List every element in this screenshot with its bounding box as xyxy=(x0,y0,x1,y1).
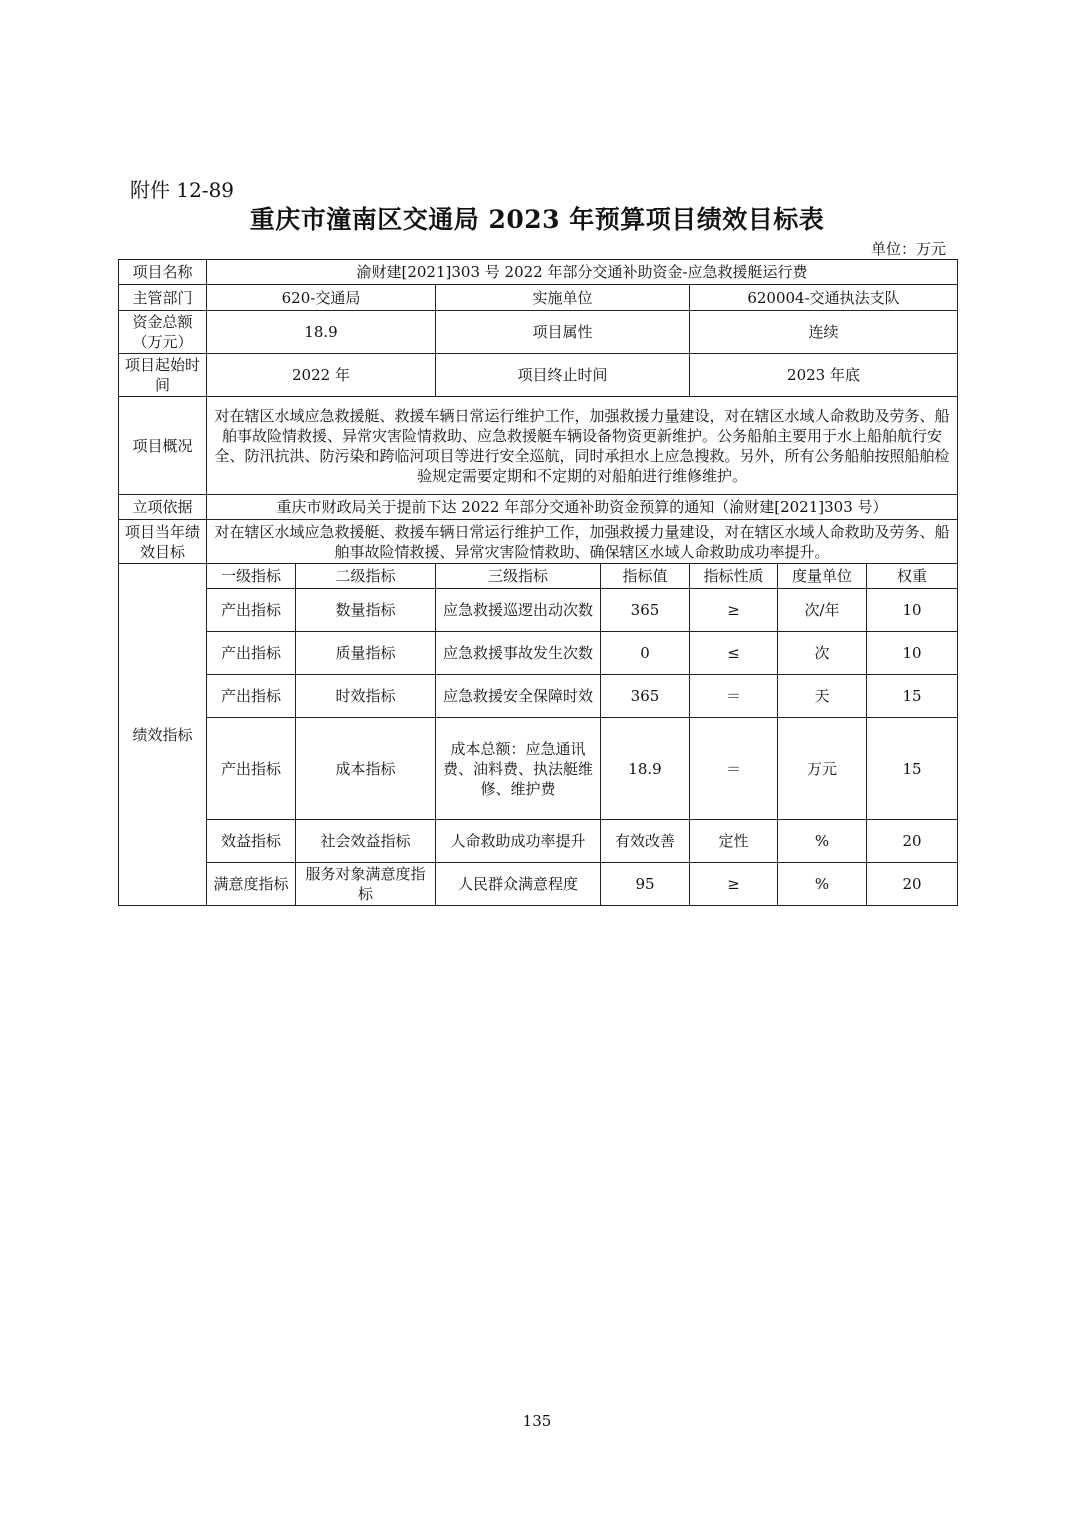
row-project-name xyxy=(119,260,958,285)
attachment-number: 附件 12-89 xyxy=(130,178,235,202)
header-nature: 指标性质 xyxy=(690,564,778,589)
header-value: 指标值 xyxy=(601,564,690,589)
basis-label: 立项依据 xyxy=(119,495,207,520)
goal-label: 项目当年绩效目标 xyxy=(119,520,207,564)
level3-cell: 应急救援事故发生次数 xyxy=(436,632,601,675)
table-row xyxy=(119,589,958,632)
row-goal xyxy=(119,520,958,564)
weight-cell: 15 xyxy=(867,675,958,718)
weight-cell: 10 xyxy=(867,632,958,675)
header-level1: 一级指标 xyxy=(207,564,296,589)
level2-cell: 质量指标 xyxy=(296,632,436,675)
unit-cell: % xyxy=(778,820,867,863)
unit-cell: 万元 xyxy=(778,718,867,820)
level3-cell: 人民群众满意程度 xyxy=(436,863,601,906)
overview-value: 对在辖区水域应急救援艇、救援车辆日常运行维护工作，加强救援力量建设，对在辖区水域人命救助及劳务、船舶事故险情救援、异常灾害险情救助、应急救援艇车辆设备物资更新维护。公务船舶主要用于水上船舶航行安全、防汛抗洪、防污染和跨临河项目等进行安全巡航，同时承担水上应急搜救。另外，所有公务船舶按照船舶检验规定需要定期和不定期的对船舶进行维修维护。 xyxy=(207,397,958,495)
dept-label: 主管部门 xyxy=(119,285,207,311)
row-department xyxy=(119,285,958,311)
overview-label: 项目概况 xyxy=(119,397,207,495)
unit-label: 单位：万元 xyxy=(870,240,946,258)
attr-value: 连续 xyxy=(690,311,958,354)
impl-value: 620004-交通执法支队 xyxy=(690,285,958,311)
indicators-label: 绩效指标 xyxy=(119,564,207,906)
level2-cell: 成本指标 xyxy=(296,718,436,820)
page-number: 135 xyxy=(522,1412,552,1430)
level3-cell: 应急救援巡逻出动次数 xyxy=(436,589,601,632)
project-name-value: 渝财建[2021]303 号 2022 年部分交通补助资金-应急救援艇运行费 xyxy=(207,260,958,285)
dept-value: 620-交通局 xyxy=(207,285,436,311)
header-unit: 度量单位 xyxy=(778,564,867,589)
indicator-header-row xyxy=(119,564,958,589)
header-weight: 权重 xyxy=(867,564,958,589)
table-row xyxy=(119,675,958,718)
start-label: 项目起始时间 xyxy=(119,354,207,397)
fund-value: 18.9 xyxy=(207,311,436,354)
attr-label: 项目属性 xyxy=(436,311,690,354)
level1-cell: 产出指标 xyxy=(207,718,296,820)
fund-label: 资金总额（万元） xyxy=(119,311,207,354)
level2-cell: 社会效益指标 xyxy=(296,820,436,863)
row-period xyxy=(119,354,958,397)
level3-cell: 成本总额：应急通讯费、油料费、执法艇维修、维护费 xyxy=(436,718,601,820)
nature-cell: ＝ xyxy=(690,675,778,718)
start-value: 2022 年 xyxy=(207,354,436,397)
level1-cell: 产出指标 xyxy=(207,675,296,718)
weight-cell: 10 xyxy=(867,589,958,632)
nature-cell: ＝ xyxy=(690,718,778,820)
basis-value: 重庆市财政局关于提前下达 2022 年部分交通补助资金预算的通知（渝财建[2021]303 号） xyxy=(207,495,958,520)
impl-label: 实施单位 xyxy=(436,285,690,311)
row-basis xyxy=(119,495,958,520)
level2-cell: 服务对象满意度指标 xyxy=(296,863,436,906)
unit-cell: % xyxy=(778,863,867,906)
value-cell: 0 xyxy=(601,632,690,675)
row-fund xyxy=(119,311,958,354)
table-row xyxy=(119,820,958,863)
nature-cell: ≥ xyxy=(690,589,778,632)
level2-cell: 数量指标 xyxy=(296,589,436,632)
header-level3: 三级指标 xyxy=(436,564,601,589)
table-row xyxy=(119,863,958,906)
nature-cell: 定性 xyxy=(690,820,778,863)
weight-cell: 20 xyxy=(867,863,958,906)
value-cell: 18.9 xyxy=(601,718,690,820)
level3-cell: 人命救助成功率提升 xyxy=(436,820,601,863)
unit-cell: 次/年 xyxy=(778,589,867,632)
level1-cell: 效益指标 xyxy=(207,820,296,863)
end-value: 2023 年底 xyxy=(690,354,958,397)
nature-cell: ≥ xyxy=(690,863,778,906)
performance-table xyxy=(118,259,958,906)
level1-cell: 满意度指标 xyxy=(207,863,296,906)
value-cell: 95 xyxy=(601,863,690,906)
project-name-label: 项目名称 xyxy=(119,260,207,285)
value-cell: 有效改善 xyxy=(601,820,690,863)
row-overview xyxy=(119,397,958,495)
table-row xyxy=(119,632,958,675)
level2-cell: 时效指标 xyxy=(296,675,436,718)
table-row xyxy=(119,718,958,820)
value-cell: 365 xyxy=(601,675,690,718)
nature-cell: ≤ xyxy=(690,632,778,675)
level1-cell: 产出指标 xyxy=(207,589,296,632)
header-level2: 二级指标 xyxy=(296,564,436,589)
level3-cell: 应急救援安全保障时效 xyxy=(436,675,601,718)
weight-cell: 20 xyxy=(867,820,958,863)
value-cell: 365 xyxy=(601,589,690,632)
unit-cell: 次 xyxy=(778,632,867,675)
end-label: 项目终止时间 xyxy=(436,354,690,397)
weight-cell: 15 xyxy=(867,718,958,820)
goal-value: 对在辖区水域应急救援艇、救援车辆日常运行维护工作，加强救援力量建设，对在辖区水域人命救助及劳务、船舶事故险情救援、异常灾害险情救助、确保辖区水域人命救助成功率提升。 xyxy=(207,520,958,564)
document-title: 重庆市潼南区交通局 2023 年预算项目绩效目标表 xyxy=(249,205,825,234)
level1-cell: 产出指标 xyxy=(207,632,296,675)
unit-cell: 天 xyxy=(778,675,867,718)
